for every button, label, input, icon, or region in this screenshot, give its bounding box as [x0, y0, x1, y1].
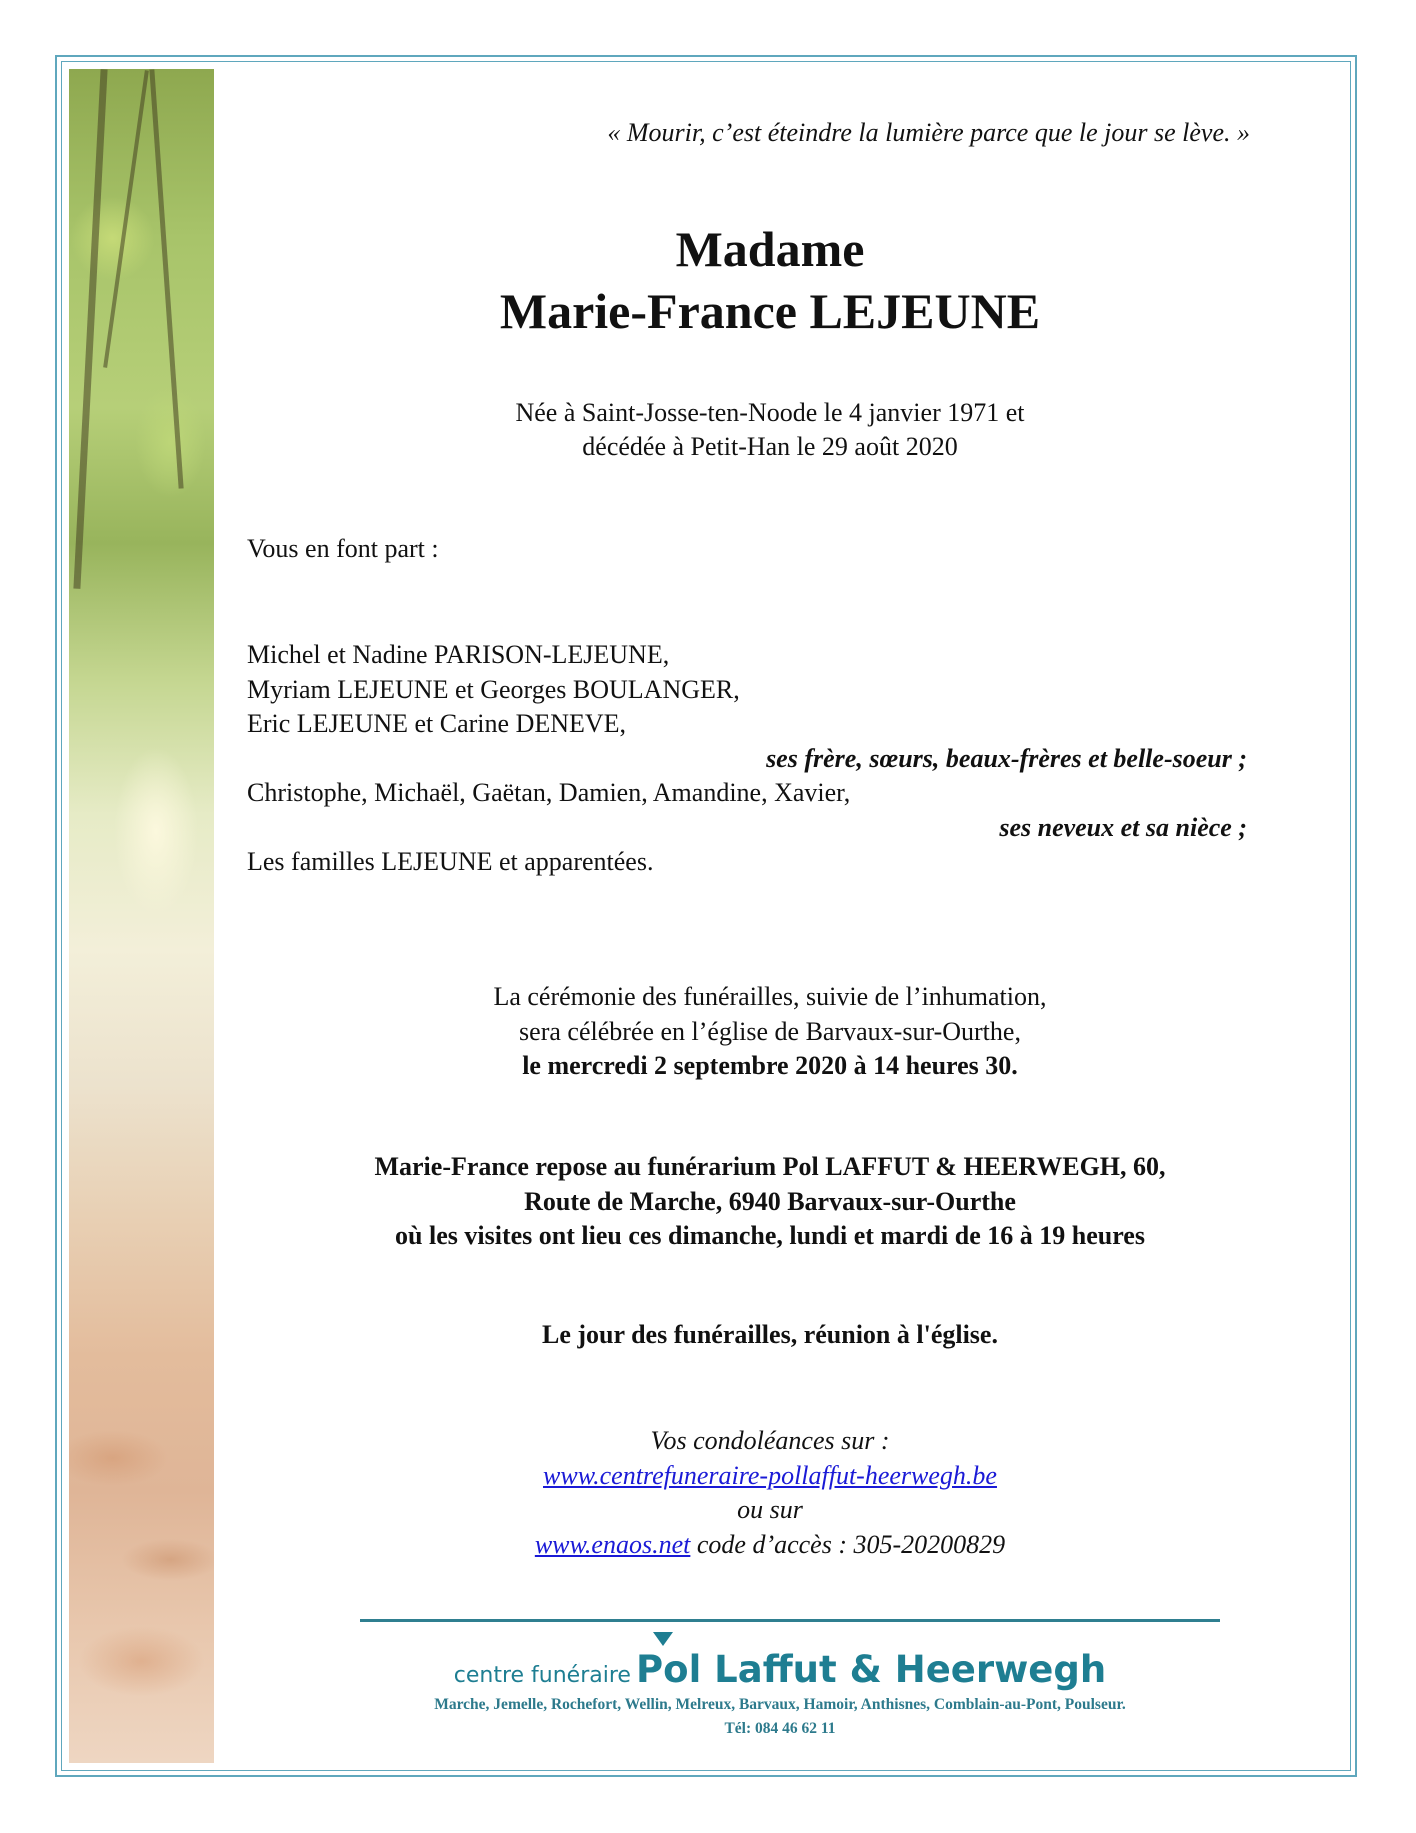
birth-line: Née à Saint-Josse-ten-Noode le 4 janvier 1971 et	[515, 398, 1025, 427]
funerarium-line: Marie-France repose au funérarium Pol LAFFUT & HEERWEGH, 60,	[374, 1152, 1166, 1181]
footer-divider	[360, 1619, 1220, 1622]
family-line: Christophe, Michaël, Gaëtan, Damien, Amandine, Xavier,	[247, 778, 851, 807]
funeral-home-logo	[300, 1648, 1260, 1691]
ceremony-date: le mercredi 2 septembre 2020 à 14 heures 30.	[522, 1051, 1018, 1080]
quote: « Mourir, c’est éteindre la lumière parce que le jour se lève. »	[607, 118, 1250, 147]
forest-path-image	[69, 69, 214, 1763]
death-line: décédée à Petit-Han le 29 août 2020	[582, 432, 958, 461]
logo-brand: Pol Laffut & Heerwegh	[636, 1648, 1107, 1691]
condolences-or: ou sur	[737, 1495, 803, 1524]
funerarium-line: où les visites ont lieu ces dimanche, lundi et mardi de 16 à 19 heures	[395, 1221, 1145, 1250]
condolences-block	[240, 1424, 1300, 1562]
condolences-link-1[interactable]: www.centrefuneraire-pollaffut-heerwegh.be	[543, 1460, 997, 1490]
footer-phone: Tél: 084 46 62 11	[724, 1720, 836, 1737]
family-relation: ses neveux et sa nièce ;	[999, 812, 1247, 842]
access-code: code d’accès : 305-20200829	[690, 1529, 1006, 1559]
footer-cities: Marche, Jemelle, Rochefort, Wellin, Melreux, Barvaux, Hamoir, Anthisnes, Comblain-au-Pont, Poulseur.	[434, 1696, 1126, 1713]
announce-line: Vous en font part :	[247, 534, 439, 563]
deceased-name: Marie-France LEJEUNE	[499, 283, 1041, 339]
funerarium-info	[240, 1150, 1300, 1254]
family-list	[247, 638, 1247, 880]
logo-prefix: centre funéraire	[453, 1663, 631, 1688]
family-relation: ses frère, sœurs, beaux-frères et belle-soeur ;	[766, 743, 1247, 773]
family-line: Eric LEJEUNE et Carine DENEVE,	[247, 709, 627, 738]
ceremony-line: sera célébrée en l’église de Barvaux-sur-Ourthe,	[519, 1016, 1021, 1046]
meeting-note: Le jour des funérailles, réunion à l'église.	[542, 1320, 998, 1349]
ceremony-info	[240, 980, 1300, 1084]
condolences-link-2[interactable]: www.enaos.net	[534, 1529, 691, 1559]
family-line: Les familles LEJEUNE et apparentées.	[247, 847, 654, 876]
birth-death-dates	[240, 396, 1300, 464]
deceased-heading	[240, 218, 1300, 342]
deceased-title: Madame	[675, 221, 865, 277]
funerarium-line: Route de Marche, 6940 Barvaux-sur-Ourthe	[524, 1186, 1016, 1216]
family-line: Michel et Nadine PARISON-LEJEUNE,	[247, 640, 670, 669]
family-line: Myriam LEJEUNE et Georges BOULANGER,	[247, 674, 740, 704]
ceremony-line: La cérémonie des funérailles, suivie de l’inhumation,	[493, 982, 1047, 1011]
logo-triangle-icon	[653, 1632, 673, 1646]
condolences-intro: Vos condoléances sur :	[650, 1426, 890, 1455]
